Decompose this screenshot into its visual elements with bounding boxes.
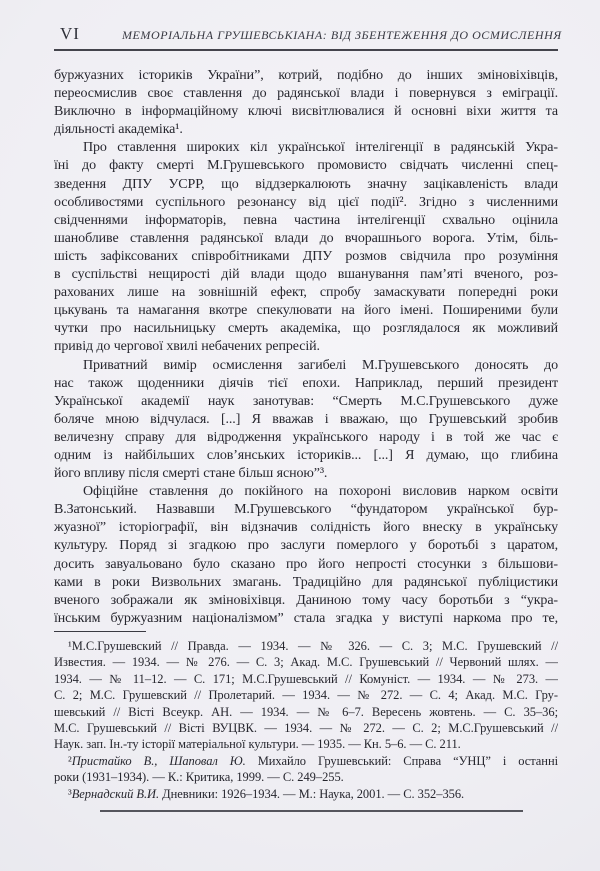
- text-line: в суспільстві нещирості дій влади щодо вшанування пам’яті вченого, роз-: [54, 267, 558, 283]
- text-line: Приватний вимір осмислення загибелі М.Грушевського доносять до: [83, 357, 558, 373]
- footnote-text: Известия. — 1934. — № 276. — С. 3; Акад. М.С. Грушевський // Червоний шлях. —: [54, 655, 558, 670]
- footnotes: [54, 638, 558, 802]
- footnote-author: Вернадский В.И.: [71, 786, 160, 801]
- paragraph: [54, 483, 558, 628]
- text-line: культуру. Поряд зі згадкою про заслуги померлого у боротьбі з царатом,: [54, 538, 558, 554]
- paragraph: [54, 67, 558, 139]
- footnote-line: [54, 704, 558, 720]
- text-line: їнським буржуазним націоналізмом” стала згадка у виступі наркома про те,: [54, 610, 558, 626]
- text-line: досить завуальовано було сказано про його непрості стосунки з більшови-: [54, 556, 558, 572]
- footnote-author: Пристайко В., Шаповал Ю.: [71, 753, 246, 768]
- text-line: ками в роки Визвольних змагань. Традиційно для радянської публіцистики: [54, 574, 558, 590]
- footnote: [54, 786, 558, 802]
- text-line: вченого зображали як зміновіхівця. Даниною тому часу боротьби з “укра-: [54, 592, 558, 608]
- footnote-line: [54, 786, 558, 802]
- footnote-line: [54, 654, 558, 670]
- footnote-text: Михайло Грушевський: Справа “УНЦ” і останні: [245, 753, 558, 768]
- footnote-text: Наук. зап. Ін.-ту історії матеріальної культури. — 1935. — Кн. 5–6. — С. 211.: [54, 737, 461, 752]
- text-line: зведення ДПУ УСРР, що віддзеркалюють значну зацікавленість влади: [54, 176, 558, 192]
- page-number: VI: [60, 24, 80, 43]
- text-line: особливостями суспільного резонансу від цієї події². Згідно з численними: [54, 194, 558, 210]
- footnote-line: [54, 753, 558, 769]
- paragraph: [54, 357, 558, 484]
- footnote-text: ¹М.С.Грушевский // Правда. — 1934. — № 326. — С. 3; М.С. Грушевский //: [68, 639, 558, 653]
- footnote-text: роки (1931–1934). — К.: Критика, 1999. — С. 249–255.: [54, 770, 344, 785]
- text-line: боляче мною відчулася. [...] Я вважав і вважаю, що Грушевський зробив: [54, 411, 558, 427]
- text-line: Офіційне ставлення до покійного на похороні висловив нарком освіти: [83, 484, 558, 500]
- footnote-text: Дневники: 1926–1934. — М.: Наука, 2001. — С. 352–356.: [159, 786, 465, 801]
- footnote-line: [54, 638, 558, 654]
- text-line: рахованих лише на зовнішній ефект, спробу замаскувати попередні роки: [54, 285, 558, 301]
- text-line: цькувань та намагання вкотре спекулювати на його імені. Поширеними були: [54, 303, 558, 319]
- text-line: шанобливе ставлення радянської влади до вчорашнього ворога. Утім, біль-: [54, 230, 558, 246]
- text-line: буржуазних істориків України”, котрий, подібно до інших зміновіхівців,: [54, 68, 558, 83]
- text-line: чутки про насильницьку смерть академіка, що розглядалося як можливий: [54, 321, 558, 337]
- text-line: жуазної” історіографії, він відзначив солідність його внеску в українську: [54, 520, 558, 536]
- footnote-text: С. 2; М.С. Грушевский // Пролетарий. — 1934. — № 272. — С. 4; Акад. М.С. Гру-: [54, 688, 558, 703]
- running-title: МЕМОРІАЛЬНА ГРУШЕВСЬКІАНА: ВІД ЗБЕНТЕЖЕННЯ ДО ОСМИСЛЕННЯ: [122, 28, 562, 42]
- text-line: Про ставлення широких кіл української інтелігенції в радянській Укра-: [83, 140, 558, 156]
- footnote-text: М.С. Грушевський // Вісті ВУЦВК. — 1934. — № 272. — С. 2; М.С.Грушевський //: [54, 721, 558, 736]
- text-line: Виключно в інформаційному ключі висвітлювалися й основні віхи життя та: [54, 104, 558, 120]
- text-line: величезну справу для відродження українського народу і в той же час є: [54, 429, 558, 445]
- text-line: В.Затонський. Назвавши М.Грушевського “фундатором української бур-: [54, 502, 558, 518]
- paragraph: [54, 139, 558, 356]
- text-line: діяльності академіка¹.: [54, 122, 183, 138]
- page-header: [54, 24, 562, 51]
- footnote-line: [54, 720, 558, 736]
- footnote-line: [54, 769, 558, 785]
- text-line: їні до факту смерті М.Грушевського промовисто свідчать численні спец-: [54, 158, 558, 174]
- footnote-separator: [54, 631, 146, 632]
- footnote: [54, 638, 558, 753]
- footnote-text: 1934. — № 11–12. — С. 171; М.С.Грушевський // Комуніст. — 1934. — № 273. —: [54, 671, 558, 686]
- footnote: [54, 753, 558, 786]
- footnote-text: ²: [68, 753, 72, 768]
- text-line: нас також щоденники діячів тієї епохи. Наприклад, перший президент: [54, 375, 558, 391]
- footnote-line: [54, 736, 558, 752]
- text-line: Української академії наук занотував: “Смерть М.С.Грушевського дуже: [54, 393, 558, 409]
- text-line: його впливу після смерті стане більш ясною”³.: [54, 466, 328, 482]
- text-line: шість зафіксованих співробітниками ДПУ розмов свідчила про розуміння: [54, 248, 558, 264]
- footnote-line: [54, 671, 558, 687]
- body-text: [54, 67, 558, 628]
- text-line: свідченнями інформаторів, певна частина інтелігенції схвально оцінила: [54, 212, 558, 228]
- text-line: переосмислив своє ставлення до радянської влади і повернувся з еміграції.: [54, 86, 558, 102]
- footnote-text: шевський // Вісті Всеукр. АН. — 1934. — № 6–7. Вересень жовтень. — С. 35–36;: [54, 704, 558, 719]
- text-line: одним із найбільших слов’янських істориків... [...] Я думаю, що глибина: [54, 447, 558, 463]
- bottom-rule: [100, 810, 523, 812]
- footnote-line: [54, 687, 558, 703]
- text-line: привід до чергової хвилі небачених репресій.: [54, 339, 320, 355]
- footnote-text: ³: [68, 786, 72, 801]
